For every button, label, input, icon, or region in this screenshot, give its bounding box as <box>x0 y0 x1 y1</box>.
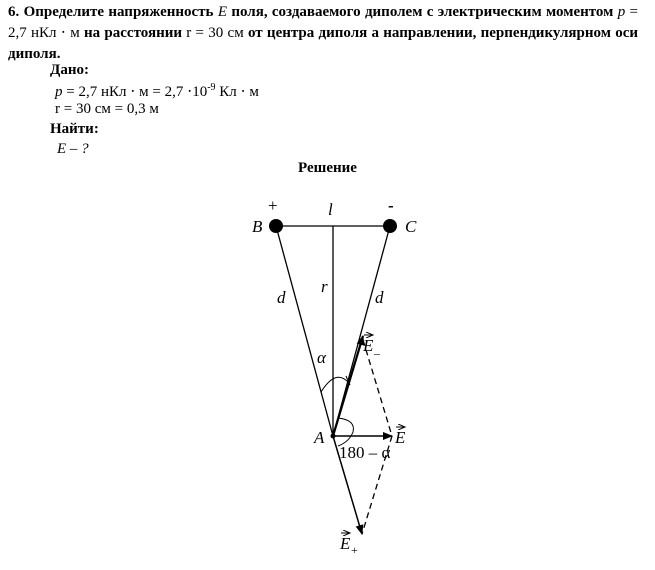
label-E: E <box>395 428 406 447</box>
given-p-symbol: p <box>55 84 63 100</box>
problem-p-value: = 2,7 нКл ⋅ м <box>8 4 639 41</box>
problem-p-symbol: p <box>617 4 626 20</box>
angle-180-alpha-arc <box>338 418 353 446</box>
label-d-right: d <box>375 288 384 307</box>
label-E-minus-sub: – <box>374 346 380 360</box>
label-E-plus: E <box>340 534 351 553</box>
label-d-left: d <box>277 288 286 307</box>
minus-sign: - <box>388 196 394 215</box>
label-B: B <box>252 217 263 236</box>
point-A <box>331 434 336 439</box>
find-line: E – ? <box>57 141 89 157</box>
label-E-plus-sub: + <box>351 543 358 557</box>
label-E-minus: E <box>363 336 374 355</box>
find-heading: Найти: <box>50 121 99 137</box>
label-C: C <box>405 217 417 236</box>
plus-sign: + <box>268 196 278 215</box>
given-p-value: = 2,7 нКл ⋅ м = 2,7 ⋅10 <box>66 84 208 100</box>
alpha-arc <box>321 377 349 392</box>
label-180-alpha: 180 – α <box>339 443 391 462</box>
problem-part1: 6. Определите напряженность <box>8 4 214 20</box>
problem-E-symbol: E <box>217 4 227 20</box>
problem-r-value: r = 30 см <box>186 25 244 41</box>
line-BA <box>276 226 333 436</box>
charge-B <box>269 219 283 233</box>
problem-part4: от центра диполя а направлении, перпендикулярном оси диполя. <box>8 25 639 62</box>
given-p-exponent: -9 <box>207 82 216 93</box>
charge-C <box>383 219 397 233</box>
label-A: A <box>314 428 325 447</box>
problem-part3: на расстоянии <box>84 25 182 41</box>
given-line-2: r = 30 см = 0,3 м <box>55 101 159 117</box>
label-r: r <box>321 277 328 296</box>
problem-part2: поля, создаваемого диполем с электрическим моментом <box>231 4 614 20</box>
given-heading: Дано: <box>50 62 89 78</box>
solution-heading: Решение <box>298 160 357 176</box>
label-alpha: α <box>317 348 326 367</box>
label-l: l <box>328 200 333 219</box>
given-p-unit: Кл ⋅ м <box>219 84 259 100</box>
